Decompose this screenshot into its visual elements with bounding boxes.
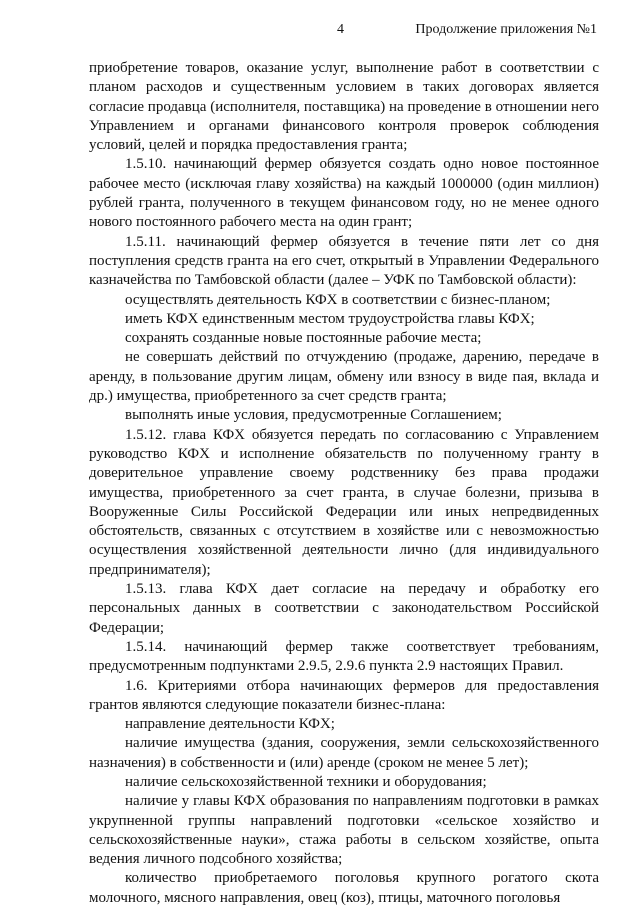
paragraph-1-5-10: 1.5.10. начинающий фермер обязуется создать одно новое постоянное рабочее место (исключая главу хозяйства) на каждый 1000000 (один миллион) рублей гранта, полученного в текущем финансовом году, но не менее одного нового постоянного рабочего места на один грант;: [89, 156, 599, 231]
criterion-education: наличие у главы КФХ образования по направлениям подготовки в рамках укрупненной группы направлений подготовки «сельское хозяйство и сельскохозяйственные науки», стажа работы в сельском хозяйстве, опыта ведения личного подсобного хозяйства;: [89, 793, 599, 868]
criterion-livestock: количество приобретаемого поголовья крупного рогатого скота молочного, мясного направления, овец (коз), птицы, маточного поголовья: [89, 870, 599, 906]
document-body: [89, 59, 599, 908]
list-item-other-conditions: выполнять иные условия, предусмотренные Соглашением;: [125, 407, 502, 424]
criterion-activity-direction: направление деятельности КФХ;: [125, 716, 335, 733]
criterion-machinery: наличие сельскохозяйственной техники и оборудования;: [125, 773, 487, 790]
criterion-property: наличие имущества (здания, сооружения, земли сельскохозяйственного назначения) в собственности и (или) аренде (сроком не менее 5 лет);: [89, 735, 599, 771]
list-item-business-plan: осуществлять деятельность КФХ в соответствии с бизнес-планом;: [125, 291, 551, 308]
paragraph-1-5-14: 1.5.14. начинающий фермер также соответствует требованиям, предусмотренным подпунктами 2.9.5, 2.9.6 пункта 2.9 настоящих Правил.: [89, 638, 599, 675]
paragraph-1-5-13: 1.5.13. глава КФХ дает согласие на передачу и обработку его персональных данных в соответствии с законодательством Российской Федерации;: [89, 581, 599, 636]
appendix-caption: Продолжение приложения №1: [415, 22, 597, 37]
paragraph-1-6: 1.6. Критериями отбора начинающих фермеров для предоставления грантов являются следующие показатели бизнес-плана:: [89, 677, 599, 713]
paragraph-grant-conditions-continuation: приобретение товаров, оказание услуг, выполнение работ в соответствии с планом расходов и существенным условием в таких договорах является согласие продавца (исполнителя, поставщика) на проведение в отношении него Управлением и органами финансового контроля проверок соблюдения условий, целей и порядка предоставления гранта;: [89, 60, 599, 154]
paragraph-1-5-11: 1.5.11. начинающий фермер обязуется в течение пяти лет со дня поступления средств гранта на его счет, открытый в Управлении Федерального казначейства по Тамбовской области (далее – УФК по Тамбовской области):: [89, 233, 599, 289]
list-item-keep-jobs: сохранять созданные новые постоянные рабочие места;: [125, 330, 482, 347]
list-item-no-alienation: не совершать действий по отчуждению (продаже, дарению, передаче в аренду, в пользование другим лицам, обмену или взносу в виде пая, вклада и др.) имущества, приобретенного за счет средств гранта;: [89, 349, 599, 405]
list-item-sole-employment: иметь КФХ единственным местом трудоустройства главы КФХ;: [125, 310, 535, 327]
page-number: 4: [337, 22, 344, 37]
paragraph-1-5-12: 1.5.12. глава КФХ обязуется передать по согласованию с Управлением руководство КФХ и исполнение обязательств по полученному гранту в доверительное управление своему родственнику без права продажи имущества, приобретенного за счет гранта, в случае болезни, призыва в Вооруженные Силы Российской Федерации или иных непредвиденных обстоятельств, связанных с отсутствием в хозяйстве или с невозможностью осуществления хозяйственной деятельности лично (для индивидуального предпринимателя);: [89, 426, 599, 578]
